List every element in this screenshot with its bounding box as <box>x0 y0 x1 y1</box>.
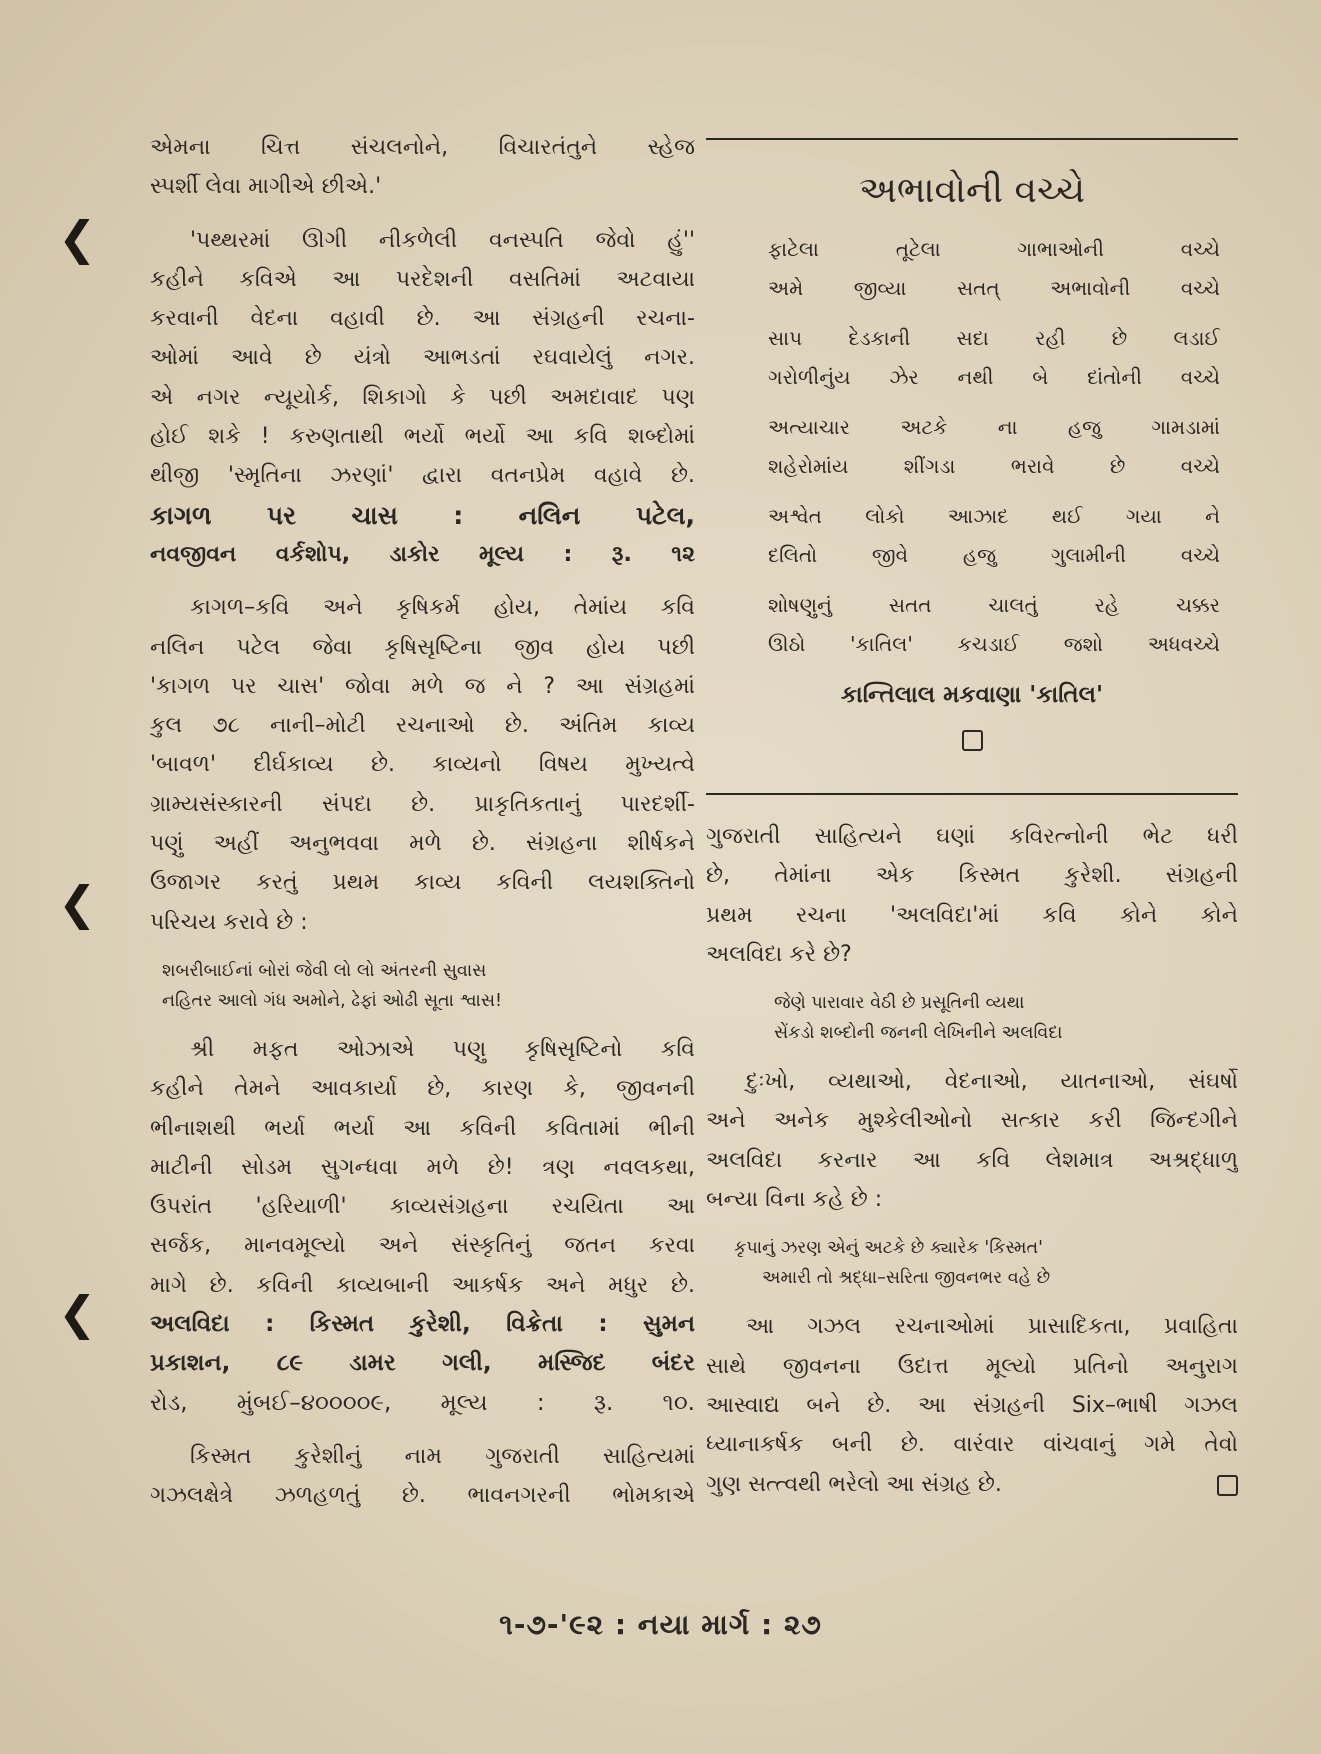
paragraph <box>150 128 695 207</box>
poem-line: અશ્વેત લોકો આઝાદ થઈ ગયા ને <box>768 504 1220 528</box>
quoted-couplet <box>150 956 695 1016</box>
text-line: કિસ્મત કુરેશીનું નામ ગુજરાતી સાહિત્યમાં <box>190 1443 695 1469</box>
text-line: સર્જક, માનવમૂલ્યો અને સંસ્કૃતિનું જતન કરવા <box>150 1233 695 1259</box>
quoted-couplet <box>706 1233 1238 1293</box>
text-line: દુઃખો, વ્યથાઓ, વેદનાઓ, યાતનાઓ, સંઘર્ષો <box>746 1069 1238 1095</box>
book-entry-line: રોડ, મુંબઈ–૪૦૦૦૦૯, મૂલ્ય : રૂ. ૧૦. <box>150 1389 695 1416</box>
text-line: શ્રી મફત ઓઝાએ પણુ કૃષિસૃષ્ટિનો કવિ <box>190 1036 695 1062</box>
book-entry-line: નવજીવન વર્કશોપ, ડાકોર મૂલ્ય : રૂ. ૧૨ <box>150 541 695 567</box>
book-entry-line: અલવિદા : કિસ્મત કુરેશી, વિક્રેતા : સુમન <box>150 1311 695 1338</box>
text-line: ઉપરાંત 'હરિયાળી' કાવ્યસંગ્રહના રચયિતા આ <box>150 1194 695 1220</box>
end-mark-icon <box>962 730 983 751</box>
margin-mark: ❮ <box>58 876 97 930</box>
text-line: ગુજરાતી સાહિત્યને ઘણાં કવિરત્નોની ભેટ ધરી <box>706 824 1238 849</box>
text-line: પરિચય કરાવે છે : <box>150 909 308 935</box>
paragraph <box>706 1062 1238 1219</box>
poem-line: શહેરોમાંય શીંગડા ભરાવે છે વચ્ચે <box>768 454 1220 478</box>
poem-line: ઊઠો 'કાતિલ' કચડાઈ જશો અધવચ્ચે <box>768 632 1220 656</box>
couplet-line: શબરીબાઈનાં બોરાં જેવી લો લો અંતરની સુવાસ <box>162 960 487 981</box>
paragraph <box>150 1030 695 1305</box>
text-line: ઉજાગર કરતું પ્રથમ કાવ્ય કવિની લયશક્તિનો <box>150 870 695 896</box>
text-line: આસ્વાદ્ય બને છે. આ સંગ્રહની Six–ભાષી ગઝલ <box>706 1392 1238 1418</box>
text-line: 'બાવળ' દીર્ઘકાવ્ય છે. કાવ્યનો વિષય મુખ્યત્વે <box>150 752 695 778</box>
text-line: પ્રથમ રચના 'અલવિદા'માં કવિ કોને કોને <box>706 902 1238 928</box>
poem-line: શોષણુનું સતત ચાલતું રહે ચક્કર <box>768 593 1220 617</box>
text-line: ગઝલક્ષેત્રે ઝળહળતું છે. ભાવનગરની ભોમકાએ <box>150 1483 695 1509</box>
text-line: ધ્યાનાકર્ષક બની છે. વારંવાર વાંચવાનું ગમે તેવો <box>706 1432 1238 1458</box>
poem <box>706 230 1238 664</box>
text-line: એ નગર ન્યૂયોર્ક, શિકાગો કે પછી અમદાવાદ પણ <box>150 384 695 410</box>
text-line: કહીને તેમને આવકાર્યા છે, કારણ કે, જીવનની <box>150 1076 695 1102</box>
text-line: ગ્રામ્યસંસ્કારની સંપદા છે. પ્રાકૃતિકતાનું પારદર્શી- <box>150 791 695 817</box>
couplet-line: જેણે પારાવાર વેઠી છે પ્રસૂતિની વ્યથા <box>774 993 1025 1014</box>
couplet-line: કૃપાનું ઝરણ એનું અટકે છે ક્યારેક 'કિસ્મત' <box>734 1238 1043 1259</box>
text-line: 'પથ્થરમાં ઊગી નીકળેલી વનસ્પતિ જેવો હું'' <box>190 227 695 253</box>
margin-mark: ❮ <box>58 211 97 265</box>
text-line: નલિન પટેલ જેવા કૃષિસૃષ્ટિના જીવ હોય પછી <box>150 634 695 660</box>
left-column <box>150 128 695 1516</box>
text-line: ભીનાશથી ભર્યા ભર્યા આ કવિની કવિતામાં ભીની <box>150 1115 695 1141</box>
text-line: કાગળ–કવિ અને કૃષિકર્મ હોય, તેમાંય કવિ <box>190 595 695 621</box>
text-line-content: ગુણ સત્ત્વથી ભરેલો આ સંગ્રહ છે. <box>706 1471 1002 1497</box>
poem-line: અત્યાચાર અટકે ના હજુ ગામડામાં <box>768 415 1220 439</box>
text-line: કુલ ૭૮ નાની–મોટી રચનાઓ છે. અંતિમ કાવ્ય <box>150 713 695 739</box>
text-line: માટીની સોડમ સુગન્ધવા મળે છે! ત્રણ નવલકથા, <box>150 1154 695 1180</box>
couplet-line: અમારી તો શ્રદ્ધા–સરિતા જીવનભર વહે છે <box>762 1268 1051 1289</box>
poem-title: અભાવોની વચ્ચે <box>858 170 1086 211</box>
text-line: થીજી 'સ્મૃતિના ઝરણાં' દ્વારા વતનપ્રેમ વહાવે છે. <box>150 463 695 489</box>
text-line: એમના ચિત્ત સંચલનોને, વિચારતંતુને સ્હેજ <box>150 135 695 160</box>
paragraph <box>150 221 695 496</box>
text-line: માગે છે. કવિની કાવ્યબાની આકર્ષક અને મધુર છે. <box>150 1272 695 1298</box>
couplet-line: સેંકડો શબ્દોની જનની લેખિનીને અલવિદા <box>774 1023 1063 1044</box>
page-footer: ૧-૭-'૯૨ : નયા માર્ગ : ૨૭ <box>499 1608 822 1641</box>
text-line: સ્પર્શી લેવા માગીએ છીએ.' <box>150 174 382 200</box>
couplet-line: નહિતર આલો ગંધ અમોને, ઢેફાં ઓઢી સૂતા શ્વાસ! <box>162 990 503 1011</box>
text-line: સાથે જીવનના ઉદાત્ત મૂલ્યો પ્રતિનો અનુરાગ <box>706 1353 1238 1379</box>
paragraph <box>150 588 695 942</box>
quoted-couplet <box>706 988 1238 1048</box>
text-line: 'કાગળ પર ચાસ' જોવા મળે જ ને ? આ સંગ્રહમાં <box>150 673 695 699</box>
poem-line: અમે જીવ્યા સતત્ અભાવોની વચ્ચે <box>768 276 1220 300</box>
poem-author: કાન્તિલાલ મકવાણા 'કાતિલ' <box>840 682 1104 708</box>
poem-line: સાપ દેડકાની સદા રહી છે લડાઈ <box>768 326 1220 350</box>
text-line: હોઈ શકે ! કરુણતાથી ભર્યો ભર્યો આ કવિ શબ્દોમાં <box>150 424 695 450</box>
book-entry-line: કાગળ પર ચાસ : નલિન પટેલ, <box>150 500 695 530</box>
paragraph <box>706 1307 1238 1503</box>
text-line: છે, તેમાંના એક કિસ્મત કુરેશી. સંગ્રહની <box>706 863 1238 889</box>
end-mark-icon <box>1217 1475 1238 1496</box>
book-entry-line: પ્રકાશન, ૮૯ ડામર ગલી, મસ્જિદ બંદર <box>150 1350 695 1377</box>
text-line: અને અનેક મુશ્કેલીઓનો સત્કાર કરી જિન્દગીને <box>706 1108 1238 1134</box>
book-entry <box>150 1305 695 1423</box>
text-line: આ ગઝલ રચનાઓમાં પ્રાસાદિકતા, પ્રવાહિતા <box>746 1314 1238 1340</box>
text-line: અલવિદા કરનાર આ કવિ લેશમાત્ર અશ્રદ્ધાળુ <box>706 1147 1238 1173</box>
text-line <box>706 1465 1238 1504</box>
poem-line: દલિતો જીવે હજુ ગુલામીની વચ્ચે <box>768 543 1220 567</box>
divider <box>706 138 1238 140</box>
right-column <box>706 138 1238 1504</box>
text-line: કરવાની વેદના વહાવી છે. આ સંગ્રહની રચના- <box>150 306 695 332</box>
text-line: અલવિદા કરે છે? <box>706 941 852 967</box>
text-line: બન્યા વિના કહે છે : <box>706 1187 883 1213</box>
poem-line: ફાટેલા તૂટેલા ગાભાઓની વચ્ચે <box>768 237 1220 261</box>
poem-line: ગરોળીનુંય ઝેર નથી બે દાંતોની વચ્ચે <box>768 365 1220 389</box>
book-entry <box>150 496 695 575</box>
text-line: કહીને કવિએ આ પરદેશની વસતિમાં અટવાયા <box>150 266 695 292</box>
paragraph <box>150 1437 695 1516</box>
text-line: પણું અહીં અનુભવવા મળે છે. સંગ્રહના શીર્ષકને <box>150 831 695 857</box>
margin-mark: ❮ <box>58 1286 97 1340</box>
text-line: ઓમાં આવે છે યંત્રો આભડતાં રઘવાયેલું નગર. <box>150 345 695 371</box>
paragraph <box>706 817 1238 974</box>
